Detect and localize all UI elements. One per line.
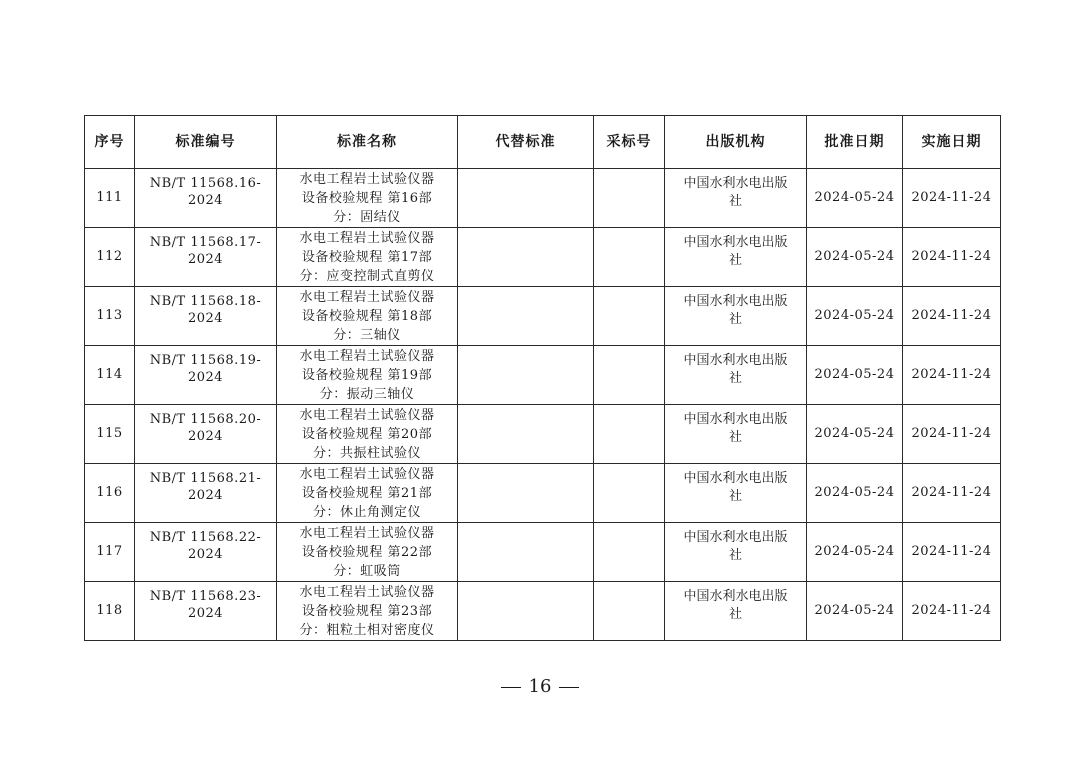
table-row xyxy=(85,169,1001,228)
cell-replaces xyxy=(458,582,594,641)
cell-publisher xyxy=(665,169,807,228)
cell-adopted xyxy=(594,523,665,582)
cell-effective-date: 2024-11-24 xyxy=(903,169,1001,228)
cell-name xyxy=(277,523,458,582)
standards-table xyxy=(84,115,1001,641)
dash-right xyxy=(559,687,579,688)
code-line-1: NB/T 11568.21- xyxy=(149,471,262,486)
cell-name xyxy=(277,464,458,523)
cell-publisher xyxy=(665,582,807,641)
name-line-1: 水电工程岩土试验仪器 xyxy=(299,289,435,305)
cell-effective-date: 2024-11-24 xyxy=(903,464,1001,523)
code-line-2: 2024 xyxy=(187,488,224,503)
publisher-line-2: 社 xyxy=(728,489,742,504)
name-line-3: 分：振动三轴仪 xyxy=(319,386,415,402)
name-line-3: 分：共振柱试验仪 xyxy=(312,445,421,461)
header-name: 标准名称 xyxy=(277,116,458,169)
cell-publisher xyxy=(665,228,807,287)
cell-publisher xyxy=(665,287,807,346)
name-line-2: 设备校验规程 第23部 xyxy=(301,603,433,619)
code-line-1: NB/T 11568.18- xyxy=(149,294,262,309)
cell-approval-date: 2024-05-24 xyxy=(807,287,903,346)
name-line-2: 设备校验规程 第17部 xyxy=(301,249,433,265)
code-line-2: 2024 xyxy=(187,606,224,621)
cell-effective-date: 2024-11-24 xyxy=(903,523,1001,582)
name-line-2: 设备校验规程 第18部 xyxy=(301,308,433,324)
name-line-1: 水电工程岩土试验仪器 xyxy=(299,466,435,482)
name-line-3: 分：应变控制式直剪仪 xyxy=(299,268,435,284)
cell-adopted xyxy=(594,405,665,464)
name-line-1: 水电工程岩土试验仪器 xyxy=(299,525,435,541)
cell-replaces xyxy=(458,228,594,287)
cell-name xyxy=(277,169,458,228)
table-row xyxy=(85,523,1001,582)
cell-adopted xyxy=(594,228,665,287)
cell-seq: 111 xyxy=(85,169,135,228)
cell-seq: 112 xyxy=(85,228,135,287)
publisher-line-2: 社 xyxy=(728,430,742,445)
cell-publisher xyxy=(665,464,807,523)
publisher-line-1: 中国水利水电出版 xyxy=(683,235,788,250)
cell-replaces xyxy=(458,169,594,228)
cell-code xyxy=(135,405,277,464)
publisher-line-1: 中国水利水电出版 xyxy=(683,412,788,427)
name-line-2: 设备校验规程 第22部 xyxy=(301,544,433,560)
name-line-3: 分：虹吸筒 xyxy=(333,563,401,579)
name-line-1: 水电工程岩土试验仪器 xyxy=(299,584,435,600)
table-row xyxy=(85,405,1001,464)
code-line-2: 2024 xyxy=(187,311,224,326)
cell-seq: 118 xyxy=(85,582,135,641)
cell-seq: 113 xyxy=(85,287,135,346)
table-row xyxy=(85,464,1001,523)
cell-code xyxy=(135,346,277,405)
name-line-2: 设备校验规程 第20部 xyxy=(301,426,433,442)
cell-name xyxy=(277,287,458,346)
cell-seq: 117 xyxy=(85,523,135,582)
cell-approval-date: 2024-05-24 xyxy=(807,169,903,228)
header-adopted: 采标号 xyxy=(594,116,665,169)
cell-approval-date: 2024-05-24 xyxy=(807,405,903,464)
name-line-1: 水电工程岩土试验仪器 xyxy=(299,230,435,246)
cell-effective-date: 2024-11-24 xyxy=(903,346,1001,405)
cell-approval-date: 2024-05-24 xyxy=(807,228,903,287)
publisher-line-2: 社 xyxy=(728,194,742,209)
code-line-2: 2024 xyxy=(187,547,224,562)
cell-adopted xyxy=(594,169,665,228)
cell-replaces xyxy=(458,287,594,346)
cell-code xyxy=(135,523,277,582)
header-replaces: 代替标准 xyxy=(458,116,594,169)
publisher-line-2: 社 xyxy=(728,548,742,563)
cell-name xyxy=(277,582,458,641)
dash-left xyxy=(501,687,521,688)
code-line-1: NB/T 11568.17- xyxy=(149,235,262,250)
cell-seq: 115 xyxy=(85,405,135,464)
publisher-line-1: 中国水利水电出版 xyxy=(683,353,788,368)
cell-seq: 114 xyxy=(85,346,135,405)
table-body xyxy=(85,169,1001,641)
cell-code xyxy=(135,228,277,287)
publisher-line-2: 社 xyxy=(728,607,742,622)
code-line-2: 2024 xyxy=(187,193,224,208)
cell-name xyxy=(277,346,458,405)
header-effective-date: 实施日期 xyxy=(903,116,1001,169)
publisher-line-1: 中国水利水电出版 xyxy=(683,471,788,486)
name-line-2: 设备校验规程 第21部 xyxy=(301,485,433,501)
publisher-line-1: 中国水利水电出版 xyxy=(683,530,788,545)
cell-adopted xyxy=(594,346,665,405)
name-line-3: 分：固结仪 xyxy=(333,209,401,225)
name-line-3: 分：三轴仪 xyxy=(333,327,401,343)
cell-publisher xyxy=(665,405,807,464)
code-line-1: NB/T 11568.19- xyxy=(149,353,262,368)
publisher-line-2: 社 xyxy=(728,312,742,327)
cell-adopted xyxy=(594,582,665,641)
name-line-1: 水电工程岩土试验仪器 xyxy=(299,348,435,364)
cell-effective-date: 2024-11-24 xyxy=(903,405,1001,464)
publisher-line-2: 社 xyxy=(728,371,742,386)
code-line-2: 2024 xyxy=(187,370,224,385)
cell-replaces xyxy=(458,405,594,464)
cell-name xyxy=(277,228,458,287)
cell-effective-date: 2024-11-24 xyxy=(903,582,1001,641)
publisher-line-1: 中国水利水电出版 xyxy=(683,176,788,191)
cell-seq: 116 xyxy=(85,464,135,523)
cell-name xyxy=(277,405,458,464)
cell-approval-date: 2024-05-24 xyxy=(807,346,903,405)
cell-publisher xyxy=(665,523,807,582)
table-row xyxy=(85,346,1001,405)
code-line-1: NB/T 11568.20- xyxy=(149,412,262,427)
table-row xyxy=(85,228,1001,287)
cell-adopted xyxy=(594,464,665,523)
name-line-2: 设备校验规程 第19部 xyxy=(301,367,433,383)
publisher-line-2: 社 xyxy=(728,253,742,268)
cell-code xyxy=(135,582,277,641)
cell-code xyxy=(135,464,277,523)
table-row xyxy=(85,287,1001,346)
code-line-1: NB/T 11568.22- xyxy=(149,530,262,545)
header-seq: 序号 xyxy=(85,116,135,169)
cell-approval-date: 2024-05-24 xyxy=(807,523,903,582)
cell-replaces xyxy=(458,346,594,405)
cell-approval-date: 2024-05-24 xyxy=(807,464,903,523)
name-line-2: 设备校验规程 第16部 xyxy=(301,190,433,206)
cell-publisher xyxy=(665,346,807,405)
cell-code xyxy=(135,287,277,346)
name-line-1: 水电工程岩土试验仪器 xyxy=(299,407,435,423)
table-header-row xyxy=(85,116,1001,169)
name-line-3: 分：休止角测定仪 xyxy=(312,504,421,520)
publisher-line-1: 中国水利水电出版 xyxy=(683,294,788,309)
page-number: 16 xyxy=(528,676,552,697)
publisher-line-1: 中国水利水电出版 xyxy=(683,589,788,604)
cell-effective-date: 2024-11-24 xyxy=(903,287,1001,346)
name-line-3: 分：粗粒土相对密度仪 xyxy=(299,622,435,638)
cell-code xyxy=(135,169,277,228)
name-line-1: 水电工程岩土试验仪器 xyxy=(299,171,435,187)
cell-adopted xyxy=(594,287,665,346)
cell-replaces xyxy=(458,464,594,523)
header-code: 标准编号 xyxy=(135,116,277,169)
page-footer xyxy=(0,676,1080,697)
code-line-2: 2024 xyxy=(187,429,224,444)
header-approval-date: 批准日期 xyxy=(807,116,903,169)
cell-replaces xyxy=(458,523,594,582)
code-line-1: NB/T 11568.23- xyxy=(149,589,262,604)
code-line-2: 2024 xyxy=(187,252,224,267)
cell-effective-date: 2024-11-24 xyxy=(903,228,1001,287)
header-publisher: 出版机构 xyxy=(665,116,807,169)
code-line-1: NB/T 11568.16- xyxy=(149,176,262,191)
table-row xyxy=(85,582,1001,641)
cell-approval-date: 2024-05-24 xyxy=(807,582,903,641)
